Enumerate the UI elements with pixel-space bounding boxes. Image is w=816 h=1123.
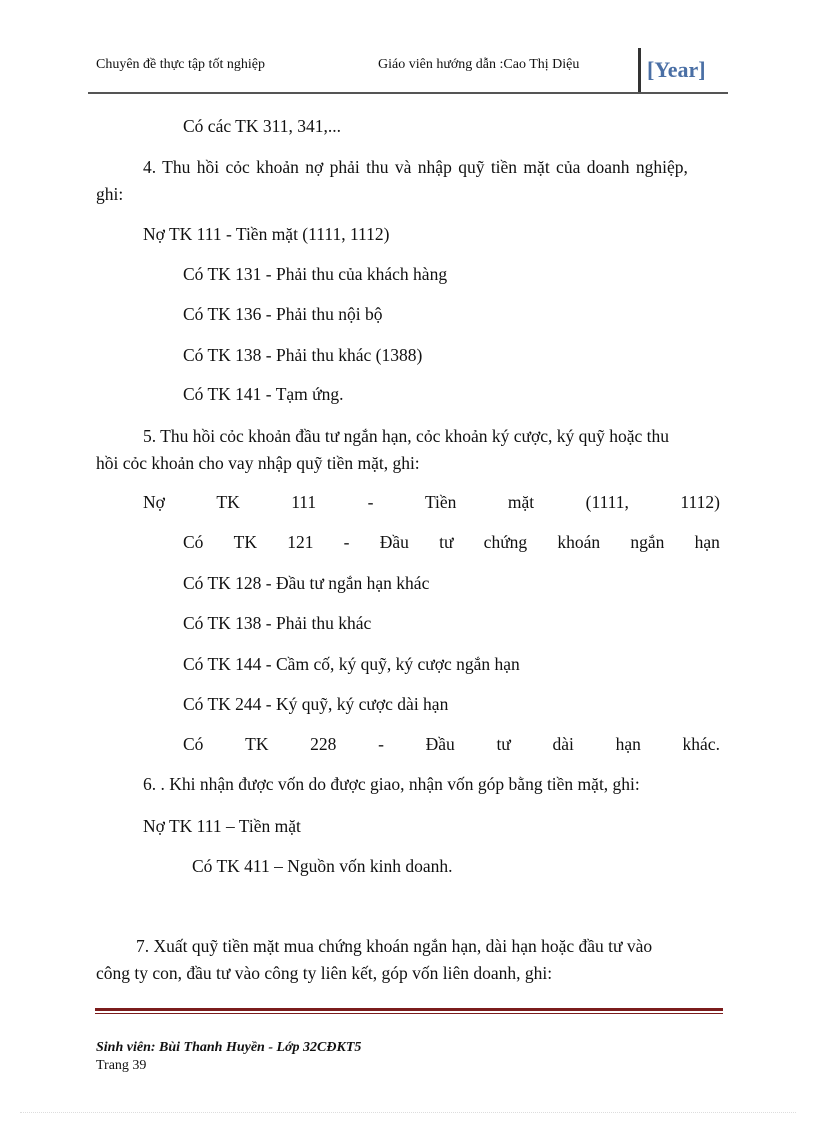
item-4-heading: 4. Thu hồi cỏc khoản nợ phải thu và nhập quỹ tiền mặt của doanh nghiệp, — [143, 157, 688, 177]
item-5-heading: 5. Thu hồi cỏc khoản đầu tư ngắn hạn, cỏc khoản ký cược, ký quỹ hoặc thu — [143, 426, 670, 446]
item-5-heading-cont: hồi cỏc khoản cho vay nhập quỹ tiền mặt, ghi: — [96, 453, 420, 473]
word: tư — [439, 532, 454, 552]
word: khoán — [557, 532, 601, 552]
entry-credit-justified — [183, 532, 720, 553]
word: dài — [552, 734, 574, 754]
word: 228 — [310, 734, 337, 754]
page-edge-dots — [20, 1112, 796, 1113]
footer-rule — [95, 1008, 723, 1011]
word: - — [367, 492, 374, 512]
word: (1111, — [585, 492, 629, 512]
word: Có — [183, 532, 204, 552]
word: khác. — [682, 734, 720, 754]
entry-credit-justified — [183, 734, 720, 755]
word: Có — [183, 734, 204, 754]
entry-credit: Có TK 244 - Ký quỹ, ký cược dài hạn — [183, 694, 449, 714]
entry-debit-justified — [143, 492, 720, 513]
line-1: Có các TK 311, 341,... — [183, 116, 341, 136]
word: tư — [496, 734, 511, 754]
entry-credit: Có TK 138 - Phải thu khác (1388) — [183, 345, 423, 365]
supervisor: Giáo viên hướng dẫn :Cao Thị Diệu — [378, 57, 580, 72]
item-7-heading-cont: công ty con, đầu tư vào công ty liên kết, góp vốn liên doanh, ghi: — [96, 963, 553, 983]
word: hạn — [615, 734, 641, 754]
word: Đầu — [425, 734, 455, 754]
word: hạn — [694, 532, 720, 552]
word: - — [378, 734, 384, 754]
item-7-heading: 7. Xuất quỹ tiền mặt mua chứng khoán ngắn hạn, dài hạn hoặc đầu tư vào — [136, 936, 653, 956]
item-6-heading: 6. . Khi nhận được vốn do được giao, nhận vốn góp bằng tiền mặt, ghi: — [143, 774, 640, 794]
entry-credit: Có TK 144 - Cầm cố, ký quỹ, ký cược ngắn hạn — [183, 654, 520, 674]
word: Đầu — [379, 532, 409, 552]
word: ngắn — [630, 532, 665, 552]
word: 111 — [291, 492, 317, 512]
entry-credit: Có TK 411 – Nguồn vốn kinh doanh. — [192, 856, 453, 876]
word: TK — [245, 734, 269, 754]
word: - — [343, 532, 350, 552]
year-placeholder: [Year] — [647, 57, 706, 82]
page-number: Trang 39 — [96, 1058, 147, 1073]
year-divider — [638, 48, 641, 93]
item-4-heading-cont: ghi: — [96, 184, 124, 204]
word: mặt — [507, 492, 535, 512]
entry-credit: Có TK 136 - Phải thu nội bộ — [183, 304, 383, 324]
entry-debit: Nợ TK 111 – Tiền mặt — [143, 816, 301, 836]
word: chứng — [483, 532, 528, 552]
word: 1112) — [680, 492, 720, 512]
word: TK — [216, 492, 240, 512]
word: Tiền — [424, 492, 457, 512]
footer-rule-thin — [95, 1013, 723, 1014]
word: 121 — [287, 532, 314, 552]
word: TK — [233, 532, 257, 552]
student-info: Sinh viên: Bùi Thanh Huyền - Lớp 32CĐKT5 — [96, 1040, 362, 1055]
entry-credit: Có TK 138 - Phải thu khác — [183, 613, 372, 633]
thesis-title: Chuyên đề thực tập tốt nghiệp — [96, 57, 265, 72]
entry-debit: Nợ TK 111 - Tiền mặt (1111, 1112) — [143, 224, 390, 244]
entry-credit: Có TK 131 - Phải thu của khách hàng — [183, 264, 448, 284]
entry-credit: Có TK 141 - Tạm ứng. — [183, 384, 344, 404]
entry-credit: Có TK 128 - Đầu tư ngắn hạn khác — [183, 573, 430, 593]
word: Nợ — [143, 492, 165, 512]
header-rule — [88, 92, 728, 94]
